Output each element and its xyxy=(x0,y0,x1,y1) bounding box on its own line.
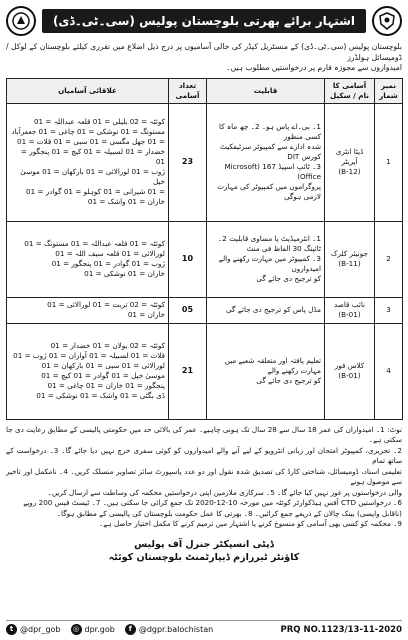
post-cell xyxy=(325,297,375,323)
district-line: خاران = 01 xyxy=(127,310,165,319)
serial-cell: 3 xyxy=(375,297,403,323)
qualification-line: پروگراموں میں کمپیوٹر کی مہارت لازمی ہوگی xyxy=(217,182,321,201)
signature-block xyxy=(6,538,402,564)
page-title: اشتہار برائے بھرتی بلوچستان پولیس (سی۔ٹی۔ڈی) xyxy=(42,9,366,33)
note-line: والی درخواستوں پر غور نہیں کیا جائے گا۔ 5۔ سرکاری ملازمین اپنی درخواستیں محکمہ کی وساطت سے ارسال کریں۔ xyxy=(47,487,402,497)
count-cell: 10 xyxy=(169,221,207,297)
post-cell xyxy=(325,103,375,221)
district-cell xyxy=(7,221,169,297)
post-name: نائب قاصد xyxy=(333,300,366,309)
note-line: تعلیمی اسناد، ڈومیسائل، شناختی کارڈ کی تصدیق شدہ نقول اور دو عدد پاسپورٹ سائز تصاویر منسلک کریں۔ 4۔ نامکمل اور تاخیر سے موصول ہونے xyxy=(6,466,402,486)
twitter-handle[interactable] xyxy=(6,624,61,635)
serial-cell: 4 xyxy=(375,323,403,419)
post-scale: (B-01) xyxy=(338,371,361,380)
note-line: 6۔ درخواستیں CTD آفس ہیڈکوارٹر کوئٹہ میں مورخہ 10-12-2020 تک جمع کرائی جا سکتی ہیں۔ 7۔ ٹیسٹ فیس 200 روپے xyxy=(23,498,402,507)
intro-line: امیدواروں سے مجوزہ فارم پر درخواستیں مطلوب ہیں۔ xyxy=(226,63,402,72)
district-cell xyxy=(7,297,169,323)
table-header-row xyxy=(7,78,403,103)
district-line: مستونگ = 01 نوشکی = 01 چاغی = 01 جعفرآباد xyxy=(11,127,165,136)
district-line: لورالائی = 01 قلعہ سیف اللہ = 01 xyxy=(55,249,165,258)
table-row xyxy=(7,103,403,221)
count-cell: 05 xyxy=(169,297,207,323)
table-row xyxy=(7,323,403,419)
district-line: کوئٹہ = 02 بلیلی = 01 قلعہ عبداللہ = 01 xyxy=(33,117,165,126)
notes-section xyxy=(6,425,402,530)
header-post: آسامی کا نام / سکیل xyxy=(325,78,375,103)
police-logo-icon xyxy=(372,6,402,36)
signature-title: ڈپٹی انسپکٹر جنرل آف پولیس xyxy=(134,538,274,550)
qualification-line: مڈل پاس کو ترجیح دی جائے گی xyxy=(226,305,321,314)
twitter-label: @dpr_gob xyxy=(20,625,61,634)
twitter-icon: t xyxy=(6,624,17,635)
district-line: ژوب = 01 لورالائی = 01 بارکھان = 01 موسیٰ خیل xyxy=(20,167,165,186)
intro-line: بلوچستان پولیس (سی۔ٹی۔ڈی) کے منسٹریل کیڈر کی خالی آسامیوں پر درج ذیل اضلاع میں تقرری کیلئے بلوچستان کے لوکل / ڈومیسائل ہولڈرز xyxy=(6,42,402,62)
qualification-line: 3۔ ٹائپ اسپیڈ 167 (Microsoft Office) xyxy=(224,162,321,181)
district-line: لورالائی = 01 سبی = 01 بارکھان = 01 xyxy=(41,361,165,370)
qualification-line: کو ترجیح دی جائے گی xyxy=(256,274,321,283)
post-cell xyxy=(325,323,375,419)
post-scale: (B-11) xyxy=(338,259,361,268)
qualification-line: 1۔ انٹرمیڈیٹ یا مساوی قابلیت 2۔ xyxy=(218,234,321,243)
district-line: کوئٹہ = 02 بولان = 01 خضدار = 01 xyxy=(50,341,165,350)
post-name: ڈیٹا انٹری آپریٹر xyxy=(335,147,364,166)
facebook-icon: f xyxy=(125,624,136,635)
count-cell: 21 xyxy=(169,323,207,419)
district-line: ژوب = 01 گوادر = 01 پنجگور = 01 xyxy=(51,259,165,268)
qualification-line: 3۔ کمپیوٹر میں مہارت رکھنے والے امیدواروں xyxy=(218,254,321,273)
district-line: ڈی بگٹی = 01 واشک = 01 نوشکی = 01 xyxy=(36,391,165,400)
qualification-line: 1۔ بی۔اے پاس ہو۔ 2۔ چھ ماہ کا کسی منظور xyxy=(219,122,321,141)
header-serial: نمبر شمار xyxy=(375,78,403,103)
qualification-cell xyxy=(207,103,325,221)
district-line: = 01 شیرانی = 01 کوہلو = 01 گوادر = 01 xyxy=(26,187,165,196)
facebook-label: @dgpr.balochistan xyxy=(138,625,214,634)
prq-number: PRQ NO.1123/13-11-2020 xyxy=(280,624,402,635)
district-line: خضدار = 01 لسبیلہ = 01 کیچ = 01 پنجگور = 01 xyxy=(20,147,165,166)
note-line: نوٹ: 1۔ امیدواران کی عمر 18 سال سے 28 سال تک ہونی چاہیے۔ عمر کی بالائی حد میں حکومتی پالیسی کے مطابق رعایت دی جا سکتی ہے۔ xyxy=(6,424,402,444)
serial-cell: 2 xyxy=(375,221,403,297)
district-line: قلات = 01 لسبیلہ = 01 آواران = 01 ژوب = 01 xyxy=(13,351,165,360)
qualification-line: تعلیم یافتہ اور متعلقہ شعبے میں مہارت رکھنے والے xyxy=(224,356,321,375)
count-cell: 23 xyxy=(169,103,207,221)
post-cell xyxy=(325,221,375,297)
table-row xyxy=(7,221,403,297)
qualification-cell xyxy=(207,323,325,419)
instagram-icon: ◎ xyxy=(71,624,82,635)
district-line: موسیٰ خیل = 01 گوادر = 01 کیچ = 01 xyxy=(41,371,165,380)
header-district: علاقائی آسامیاں xyxy=(7,78,169,103)
qualification-line: کو ترجیح دی جائے گی xyxy=(256,376,321,385)
intro-text xyxy=(6,42,402,74)
post-scale: (B-01) xyxy=(338,310,361,319)
table-row xyxy=(7,297,403,323)
district-line: پنجگور = 01 خاران = 01 چاغی = 01 xyxy=(47,381,165,390)
post-scale: (B-12) xyxy=(338,167,361,176)
vacancy-table xyxy=(6,78,403,420)
note-line: 2۔ تحریری، کمپیوٹر امتحان اور زبانی انٹرویو کے لیے آنے والے امیدواروں کو کوئی سفری خرچ نہیں دیا جائے گا۔ 3۔ درخواست کے ساتھ تمام xyxy=(6,445,402,465)
district-line: کوئٹہ = 02 تربت = 01 لورالائی = 01 xyxy=(47,300,165,309)
district-cell xyxy=(7,323,169,419)
header xyxy=(6,4,402,38)
instagram-label: dpr.gob xyxy=(84,625,115,634)
district-cell xyxy=(7,103,169,221)
note-line: (ناقابل واپسی) بینک چالان کے ذریعے جمع کرائیں۔ 8۔ بھرتی کا عمل حکومت بلوچستان کی پالیسی کے مطابق ہوگا۔ xyxy=(56,508,402,518)
qualification-cell xyxy=(207,297,325,323)
header-count: تعداد آسامی xyxy=(169,78,207,103)
header-qualification: قابلیت xyxy=(207,78,325,103)
ctd-logo-icon xyxy=(6,6,36,36)
footer xyxy=(6,620,402,636)
facebook-handle[interactable] xyxy=(125,624,213,635)
district-line: = 01 جھل مگسی = 01 سبی = 01 قلات = 01 xyxy=(17,137,165,146)
note-line: 9۔ محکمہ کو کسی بھی آسامی کو منسوخ کرنے یا اشتہار میں ترمیم کرنے کا مکمل اختیار حاصل ہے۔ xyxy=(99,519,402,528)
district-line: کوئٹہ = 01 قلعہ عبداللہ = 01 مستونگ = 01 xyxy=(24,239,165,248)
signature-department: کاؤنٹر ٹیررازم ڈیپارٹمنٹ بلوچستان کوئٹہ xyxy=(108,551,300,563)
qualification-line: شدہ ادارے سے کمپیوٹر سرٹیفکیٹ کورس DIT xyxy=(220,142,321,161)
qualification-cell xyxy=(207,221,325,297)
post-name: کلاس فور xyxy=(334,361,365,370)
qualification-line: ٹائپنگ 30 الفاظ فی منٹ xyxy=(246,244,321,253)
serial-cell: 1 xyxy=(375,103,403,221)
instagram-handle[interactable] xyxy=(71,624,115,635)
district-line: خاران = 01 نوشکی = 01 xyxy=(84,269,165,278)
post-name: جونیئر کلرک xyxy=(331,249,368,258)
district-line: خاران = 01 واشک = 01 xyxy=(87,197,165,206)
